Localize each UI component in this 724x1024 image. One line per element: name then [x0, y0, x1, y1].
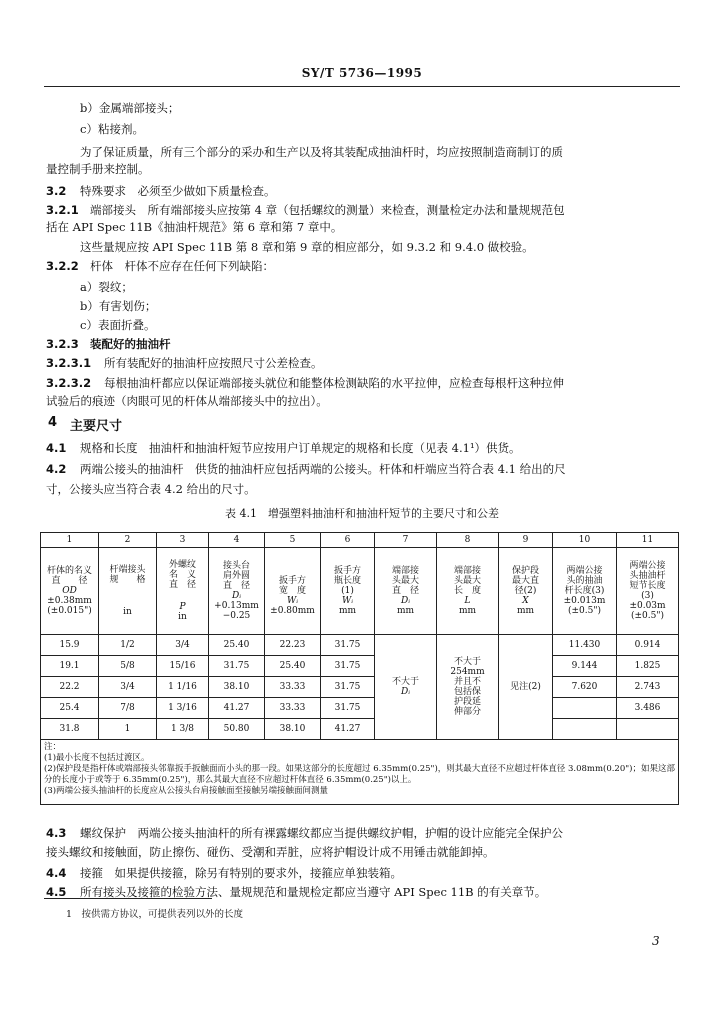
table-cell: 50.80	[209, 719, 265, 740]
section-number-3-2: 3.2	[46, 184, 67, 198]
section-number-4-2: 4.2	[46, 462, 67, 476]
table-cell: 5/8	[99, 656, 157, 677]
column-header: 杆端接头 规 格 in	[99, 548, 157, 635]
col-number: 3	[157, 533, 209, 548]
table-cell: 31.75	[321, 677, 375, 698]
table-cell	[617, 719, 679, 740]
col-number: 7	[375, 533, 437, 548]
section-3-2-text: 特殊要求 必须至少做如下质量检查。	[80, 184, 276, 198]
table-caption: 表 4.1 增强塑料抽油杆和抽油杆短节的主要尺寸和公差	[225, 507, 499, 520]
table-cell: 31.75	[321, 656, 375, 677]
table-cell: 3/4	[99, 677, 157, 698]
section-number-3-2-3-2: 3.2.3.2	[46, 376, 92, 390]
section-4-5-text: 所有接头及接箍的检验方法、量规规范和量规检定都应当遵守 API Spec 11B 的有关章节。	[80, 885, 547, 899]
table-cell: 1/2	[99, 635, 157, 656]
footnote-rule	[44, 898, 212, 899]
note-line: (1)最小长度不包括过渡区。	[44, 753, 150, 763]
standard-code-header: SY/T 5736—1995	[301, 66, 423, 80]
table-row	[41, 719, 679, 740]
table-cell: 41.27	[321, 719, 375, 740]
section-3-2-3-1-text: 所有装配好的抽油杆应按照尺寸公差检查。	[104, 356, 323, 370]
table-row	[41, 677, 679, 698]
col-number: 6	[321, 533, 375, 548]
table-cell: 31.8	[41, 719, 99, 740]
table-cell: 25.40	[209, 635, 265, 656]
column-header: 扳手方 瓶长度 (1) Wᵢ mm	[321, 548, 375, 635]
table-cell: 38.10	[265, 719, 321, 740]
section-3-2-1-text: 这些量规应按 API Spec 11B 第 8 章和第 9 章的相应部分，如 9.3.2 和 9.4.0 做校验。	[80, 240, 534, 254]
table-row	[41, 635, 679, 656]
section-number-4-4: 4.4	[46, 866, 67, 880]
table-cell: 3.486	[617, 698, 679, 719]
column-header: 接头台 肩外圆 直 径 Dᵢ +0.13mm −0.25	[209, 548, 265, 635]
section-number-4-1: 4.1	[46, 441, 67, 455]
table-cell: 31.75	[209, 656, 265, 677]
column-header: 两端公接 头的抽油 杆长度(3) ±0.013m (±0.5")	[553, 548, 617, 635]
column-header: 两端公接 头抽油杆 短节长度 (3) ±0.03m (±0.5")	[617, 548, 679, 635]
section-4-3-text: 螺纹保护 两端公接头抽油杆的所有裸露螺纹都应当提供螺纹护帽，护帽的设计应能完全保护公	[80, 826, 563, 840]
section-number-3-2-1: 3.2.1	[46, 203, 79, 217]
table-cell: 38.10	[209, 677, 265, 698]
table-cell: 11.430	[553, 635, 617, 656]
col-number: 2	[99, 533, 157, 548]
table-notes	[41, 740, 679, 805]
list-item-a: a）裂纹；	[80, 280, 133, 294]
table-cell: 2.743	[617, 677, 679, 698]
table-cell: 15/16	[157, 656, 209, 677]
table-cell	[553, 698, 617, 719]
col-number: 10	[553, 533, 617, 548]
table-cell: 1.825	[617, 656, 679, 677]
list-item-c: c）表面折叠。	[80, 318, 156, 332]
section-3-2-1-text: 端部接头 所有端部接头应按第 4 章（包括螺纹的测量）来检查，测量检定办法和量规规范包	[90, 203, 565, 217]
table-cell: 3/4	[157, 635, 209, 656]
section-number-4: 4	[48, 415, 58, 430]
list-item-c: c）粘接剂。	[80, 122, 144, 136]
section-number-3-2-2: 3.2.2	[46, 259, 79, 273]
paragraph-line: 为了保证质量，所有三个部分的采办和生产以及将其装配成抽油杆时，均应按照制造商制订的质	[80, 145, 563, 159]
col-number: 8	[437, 533, 499, 548]
col-number: 4	[209, 533, 265, 548]
col-number: 11	[617, 533, 679, 548]
merged-cell-max-end-diameter: 不大于 Dᵢ	[375, 635, 437, 740]
column-header: 端部接 头最大 直 径 Dᵢ mm	[375, 548, 437, 635]
column-header: 杆体的名义 直 径 OD ±0.38mm (±0.015")	[41, 548, 99, 635]
merged-cell-max-end-length: 不大于 254mm 并且不 包括保 护段延 伸部分	[437, 635, 499, 740]
col-number: 5	[265, 533, 321, 548]
section-4-2-text: 寸，公接头应当符合表 4.2 给出的尺寸。	[46, 482, 256, 496]
header-rule	[44, 86, 680, 87]
table-cell	[553, 719, 617, 740]
table-cell: 19.1	[41, 656, 99, 677]
table-cell: 1	[99, 719, 157, 740]
paragraph-line: 量控制手册来控制。	[46, 162, 150, 176]
section-3-2-2-text: 杆体 杆体不应存在任何下列缺陷：	[90, 259, 274, 273]
column-header: 保护段 最大直 径(2) X mm	[499, 548, 553, 635]
table-row	[41, 656, 679, 677]
table-cell: 1 3/8	[157, 719, 209, 740]
section-number-3-2-3: 3.2.3	[46, 337, 79, 351]
column-header: 外螺纹 名 义 直 径 P in	[157, 548, 209, 635]
section-number-4-3: 4.3	[46, 826, 67, 840]
table-cell: 33.33	[265, 677, 321, 698]
footnote: 1 按供需方协议，可提供表列以外的长度	[66, 909, 244, 920]
table-cell: 15.9	[41, 635, 99, 656]
table-row	[41, 698, 679, 719]
section-4-3-text: 接头螺纹和接触面，防止擦伤、碰伤、受潮和弄脏，应将护帽设计成不用锤击就能卸掉。	[46, 845, 495, 859]
note-line: 注：	[44, 742, 62, 752]
column-header: 扳手方 宽 度 Wᵢ ±0.80mm	[265, 548, 321, 635]
section-number-3-2-3-1: 3.2.3.1	[46, 356, 92, 370]
col-number: 9	[499, 533, 553, 548]
section-4-1-text: 规格和长度 抽油杆和抽油杆短节应按用户订单规定的规格和长度（见表 4.1¹）供货。	[80, 441, 521, 455]
list-item-b: b）金属端部接头；	[80, 101, 180, 115]
table-cell: 1 3/16	[157, 698, 209, 719]
table-cell: 0.914	[617, 635, 679, 656]
table-cell: 22.2	[41, 677, 99, 698]
dimensions-table	[40, 532, 679, 805]
merged-cell-see-note-2: 见注(2)	[499, 635, 553, 740]
section-number-4-5: 4.5	[46, 885, 67, 899]
section-4-4-text: 接箍 如果提供接箍，除另有特别的要求外，接箍应单独装箱。	[80, 866, 402, 880]
section-3-2-1-text: 括在 API Spec 11B《抽油杆规范》第 6 章和第 7 章中。	[46, 220, 343, 234]
table-cell: 7/8	[99, 698, 157, 719]
table-cell: 25.40	[265, 656, 321, 677]
section-3-2-3-title: 装配好的抽油杆	[90, 337, 171, 351]
table-cell: 1 1/16	[157, 677, 209, 698]
table-cell: 41.27	[209, 698, 265, 719]
table-cell: 7.620	[553, 677, 617, 698]
section-3-2-3-2-text: 每根抽油杆都应以保证端部接头就位和能整体检测缺陷的水平拉伸，应检查每根杆这种拉伸	[104, 376, 564, 390]
section-4-title: 主要尺寸	[70, 419, 123, 434]
column-header: 端部接 头最大 长 度 L mm	[437, 548, 499, 635]
page-number: 3	[652, 934, 660, 948]
table-cell: 33.33	[265, 698, 321, 719]
col-number: 1	[41, 533, 99, 548]
table-cell: 9.144	[553, 656, 617, 677]
table-cell: 25.4	[41, 698, 99, 719]
section-3-2-3-2-text: 试验后的痕迹（肉眼可见的杆体从端部接头中的拉出）。	[46, 394, 328, 408]
note-line: (2)保护段是指杆体或端部接头邻靠扳手扳触面而小头的那一段。如果这部分的长度超过 6.35mm(0.25")，则其最大直径不应超过杆体直径 3.08mm(0.20")；如果这部分的长度小于或等于 6.35mm(0.25")，那么其最大直径不应超过杆体直径 6.35mm(0.25")以上。	[44, 764, 675, 785]
list-item-b: b）有害划伤；	[80, 299, 157, 313]
table-cell: 22.23	[265, 635, 321, 656]
table-cell: 31.75	[321, 698, 375, 719]
section-4-2-text: 两端公接头的抽油杆 供货的抽油杆应包括两端的公接头。杆体和杆端应当符合表 4.1 给出的尺	[80, 462, 566, 476]
note-line: (3)两端公接头抽油杆的长度应从公接头台肩接触面至接触另端接触面间测量	[44, 786, 329, 796]
table-cell: 31.75	[321, 635, 375, 656]
